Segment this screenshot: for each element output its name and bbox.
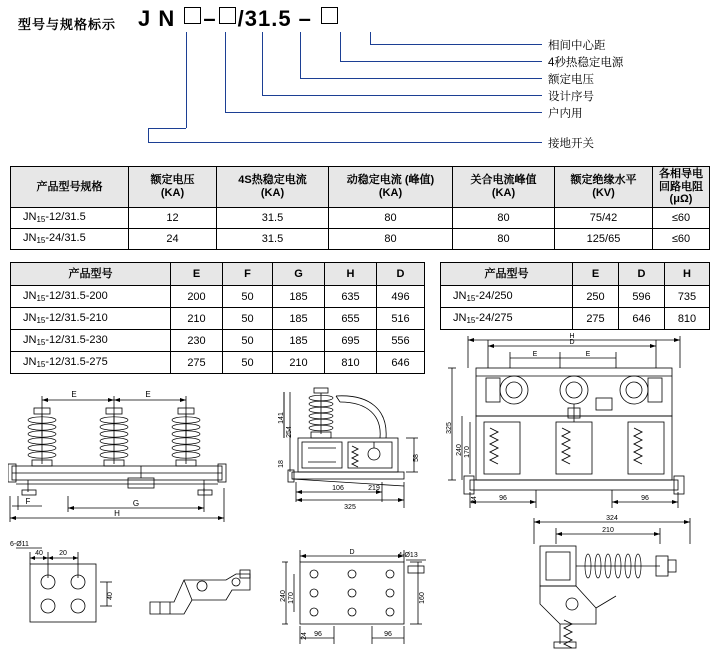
svg-text:96: 96	[499, 495, 507, 502]
model-code-prefix: J N	[138, 6, 176, 31]
cell-model: $JN_{15}-12/31.5-275$	[11, 352, 171, 374]
table-header-row	[11, 167, 710, 208]
svg-text:E: E	[532, 351, 538, 358]
th-rated-voltage: 额定电压 (KA)	[129, 167, 217, 208]
table-row	[441, 308, 710, 330]
leader-line-5	[225, 112, 542, 113]
table-row	[11, 352, 425, 374]
leader-drop-5	[225, 32, 226, 112]
cell-value: 496	[377, 286, 425, 308]
svg-text:G: G	[132, 499, 140, 508]
side-view-drawing	[278, 378, 426, 513]
cell-value: 80	[329, 228, 453, 249]
cell-value: 646	[377, 352, 425, 374]
pole-detail-drawing	[520, 512, 710, 660]
leader-drop-6b	[148, 128, 149, 142]
svg-text:24: 24	[301, 632, 308, 640]
svg-text:58: 58	[413, 454, 420, 462]
cell-value: 250	[573, 286, 619, 308]
svg-text:E: E	[585, 351, 591, 358]
cell-value: 24	[129, 228, 217, 249]
cell-value: 75/42	[555, 207, 653, 228]
legend-item-4: 户内用	[548, 108, 583, 120]
svg-text:E: E	[145, 390, 151, 399]
cell-value: 646	[619, 308, 665, 330]
svg-text:D: D	[349, 549, 355, 556]
svg-text:170: 170	[464, 446, 471, 458]
cell-value: 275	[171, 352, 223, 374]
table-row	[11, 330, 425, 352]
hole-pattern-drawing	[280, 540, 430, 650]
legend-item-3: 设计序号	[548, 91, 594, 103]
svg-text:96: 96	[641, 495, 649, 502]
svg-text:4-Ø13: 4-Ø13	[398, 552, 418, 559]
cell-value: 50	[223, 330, 273, 352]
th-thermal-current: 4S热稳定电流 (KA)	[217, 167, 329, 208]
assembly-view-drawing	[440, 332, 712, 512]
cell-model: $JN_{15}-24/31.5$	[11, 228, 129, 249]
svg-text:D: D	[569, 339, 575, 346]
th-f: F	[223, 263, 273, 286]
th-dynamic-current: 动稳定电流 (峰值) (KA)	[329, 167, 453, 208]
dimensions-table-left	[10, 262, 425, 374]
front-view-drawing	[8, 378, 270, 528]
cell-value: 80	[453, 207, 555, 228]
table-header-row	[441, 263, 710, 286]
svg-text:325: 325	[446, 422, 453, 434]
cell-value: 655	[325, 308, 377, 330]
cell-value: 200	[171, 286, 223, 308]
cell-value: 210	[273, 352, 325, 374]
th-model: 产品型号	[11, 263, 171, 286]
cell-value: 185	[273, 330, 325, 352]
cell-model: $JN_{15}-12/31.5-210$	[11, 308, 171, 330]
legend-item-1: 4秒热稳定电源	[548, 57, 624, 69]
th-d: D	[377, 263, 425, 286]
leader-line-1	[370, 44, 542, 45]
cell-model: $JN_{15}-12/31.5-200$	[11, 286, 171, 308]
th-making-current: 关合电流峰值 (KA)	[453, 167, 555, 208]
cell-value: 50	[223, 308, 273, 330]
cell-value: 230	[171, 330, 223, 352]
cell-value: 12	[129, 207, 217, 228]
cell-value: 50	[223, 286, 273, 308]
svg-text:324: 324	[606, 515, 618, 522]
cell-value: 210	[171, 308, 223, 330]
legend-item-2: 额定电压	[548, 74, 594, 86]
th-insulation-level: 额定绝缘水平 (KV)	[555, 167, 653, 208]
cell-model: $JN_{15}-12/31.5-230$	[11, 330, 171, 352]
th-loop-resistance: 各相导电回路电阻 (μΩ)	[653, 167, 710, 208]
th-model: 产品型号规格	[11, 167, 129, 208]
code-box-3	[321, 7, 338, 24]
cell-value: 185	[273, 308, 325, 330]
table-row	[11, 308, 425, 330]
cell-value: ≤60	[653, 228, 710, 249]
model-code-mid: /31.5	[237, 6, 292, 31]
cell-value: 31.5	[217, 207, 329, 228]
table-header-row	[11, 263, 425, 286]
svg-text:24: 24	[471, 496, 478, 504]
th-model: 产品型号	[441, 263, 573, 286]
legend-item-5: 接地开关	[548, 138, 594, 150]
th-e: E	[573, 263, 619, 286]
svg-text:325: 325	[344, 504, 356, 511]
leader-drop-3	[300, 32, 301, 78]
table-row	[11, 207, 710, 228]
cell-value: 185	[273, 286, 325, 308]
svg-text:240: 240	[280, 590, 287, 602]
leader-line-3	[300, 78, 542, 79]
th-g: G	[273, 263, 325, 286]
cell-value: 596	[619, 286, 665, 308]
svg-text:254: 254	[286, 426, 293, 438]
code-box-2	[219, 7, 236, 24]
svg-text:E: E	[71, 390, 77, 399]
cell-model: $JN_{15}-24/250$	[441, 286, 573, 308]
svg-text:219: 219	[368, 485, 380, 492]
leader-line-6	[148, 142, 542, 143]
table-row	[11, 286, 425, 308]
leader-line-2	[340, 61, 542, 62]
svg-text:160: 160	[419, 592, 426, 604]
svg-text:40: 40	[35, 550, 43, 557]
cell-value: 275	[573, 308, 619, 330]
dimensions-table-right	[440, 262, 710, 330]
cell-model: $JN_{15}-24/275$	[441, 308, 573, 330]
svg-text:96: 96	[314, 631, 322, 638]
th-e: E	[171, 263, 223, 286]
code-box-1	[184, 7, 201, 24]
leader-line-4	[262, 95, 542, 96]
model-code: J N – /31.5 –	[138, 6, 340, 32]
base-plate-drawing	[8, 538, 128, 648]
cell-value: ≤60	[653, 207, 710, 228]
cell-value: 80	[453, 228, 555, 249]
cell-value: 50	[223, 352, 273, 374]
leader-drop-4	[262, 32, 263, 95]
cell-value: 516	[377, 308, 425, 330]
legend-item-0: 相间中心距	[548, 40, 606, 52]
th-h: H	[665, 263, 710, 286]
svg-text:18: 18	[278, 460, 285, 468]
leader-drop-1	[370, 32, 371, 44]
cell-value: 735	[665, 286, 710, 308]
cell-model: $JN_{15}-12/31.5$	[11, 207, 129, 228]
leader-drop-2	[340, 32, 341, 61]
leader-line-6b	[148, 128, 186, 129]
svg-text:170: 170	[288, 592, 295, 604]
svg-text:40: 40	[107, 592, 114, 600]
svg-text:F: F	[25, 497, 31, 506]
cell-value: 810	[665, 308, 710, 330]
page-title: 型号与规格标示	[18, 17, 117, 32]
svg-text:106: 106	[332, 485, 344, 492]
cell-value: 635	[325, 286, 377, 308]
cell-value: 695	[325, 330, 377, 352]
table-row	[11, 228, 710, 249]
spec-table	[10, 166, 710, 250]
th-d: D	[619, 263, 665, 286]
cell-value: 125/65	[555, 228, 653, 249]
svg-text:6-Ø11: 6-Ø11	[10, 541, 29, 548]
svg-text:H: H	[114, 509, 120, 518]
cell-value: 31.5	[217, 228, 329, 249]
th-h: H	[325, 263, 377, 286]
svg-text:240: 240	[456, 444, 463, 456]
svg-text:210: 210	[602, 527, 614, 534]
cell-value: 80	[329, 207, 453, 228]
cell-value: 556	[377, 330, 425, 352]
table-row	[441, 286, 710, 308]
svg-text:H: H	[569, 333, 575, 340]
leader-drop-6	[186, 32, 187, 128]
svg-text:96: 96	[384, 631, 392, 638]
bracket-detail-drawing	[140, 556, 260, 626]
svg-text:20: 20	[59, 550, 67, 557]
cell-value: 810	[325, 352, 377, 374]
svg-text:141: 141	[278, 412, 285, 424]
